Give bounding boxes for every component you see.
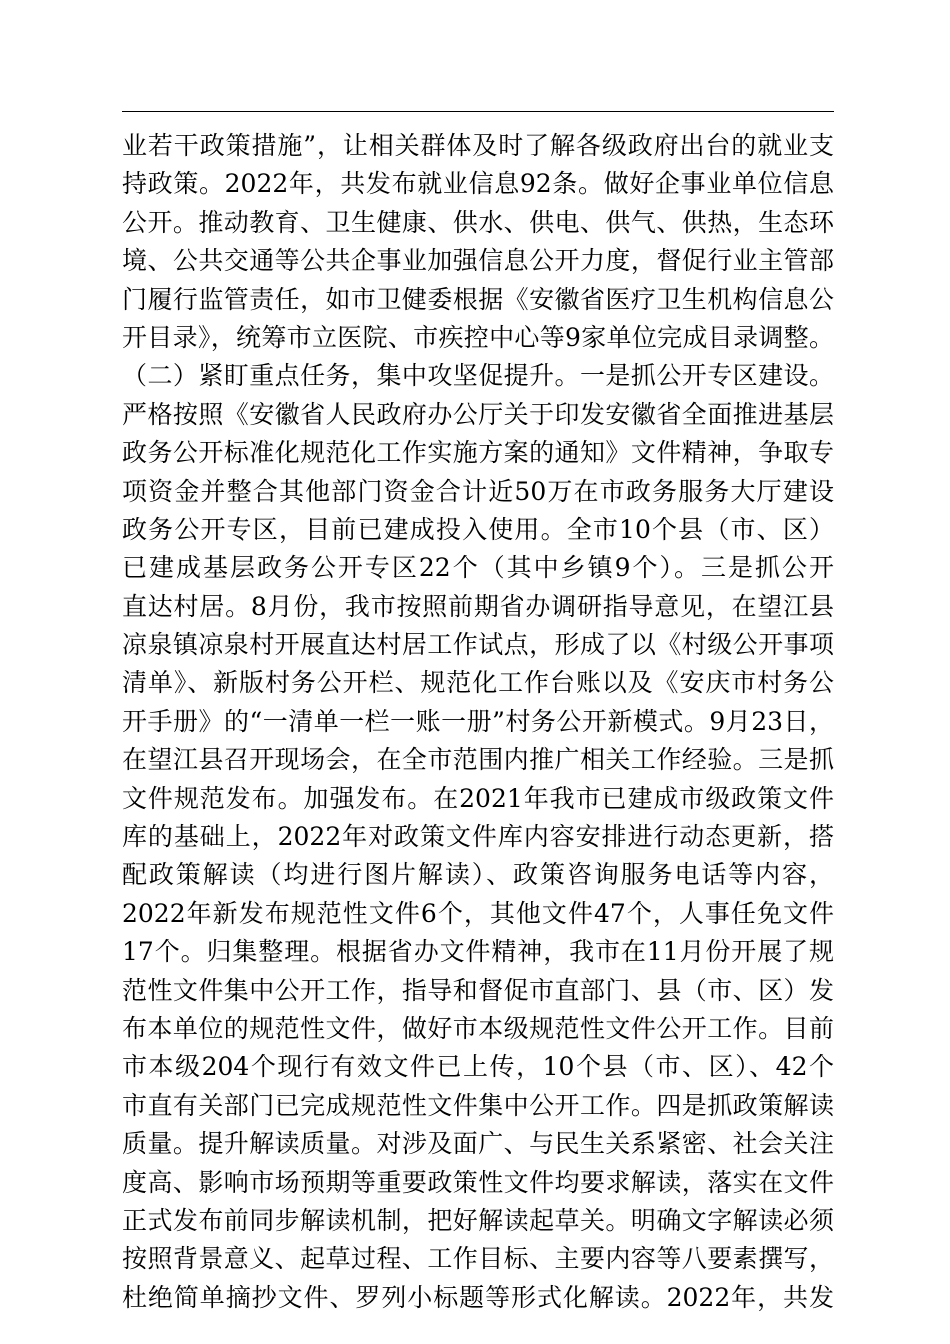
text-line: 开目录》，统筹市立医院、市疾控中心等9家单位完成目录调整。 [122, 322, 834, 352]
text-line: 门履行监管责任，如市卫健委根据《安徽省医疗卫生机构信息公 [122, 284, 834, 314]
text-line: 政务公开标准化规范化工作实施方案的通知》文件精神，争取专 [122, 438, 834, 468]
text-line: 文件规范发布。加强发布。在2021年我市已建成市级政策文件 [122, 783, 834, 813]
text-line: 17个。归集整理。根据省办文件精神，我市在11月份开展了规 [122, 937, 834, 967]
text-line: 凉泉镇凉泉村开展直达村居工作试点，形成了以《村级公开事项 [122, 630, 834, 660]
text-line: 境、公共交通等公共企事业加强信息公开力度，督促行业主管部 [122, 246, 834, 276]
text-line: 按照背景意义、起草过程、工作目标、主要内容等八要素撰写， [122, 1244, 834, 1274]
text-line: 政务公开专区，目前已建成投入使用。全市10个县（市、区） [122, 514, 834, 544]
text-line: 度高、影响市场预期等重要政策性文件均要求解读，落实在文件 [122, 1167, 834, 1197]
text-line: 项资金并整合其他部门资金合计近50万在市政务服务大厅建设 [122, 476, 834, 506]
text-line: 直达村居。8月份，我市按照前期省办调研指导意见，在望江县 [122, 591, 834, 621]
text-line: 已建成基层政务公开专区22个（其中乡镇9个）。三是抓公开 [122, 553, 834, 583]
text-line: 持政策。2022年，共发布就业信息92条。做好企事业单位信息 [122, 169, 834, 199]
text-line: 业若干政策措施”，让相关群体及时了解各级政府出台的就业支 [122, 131, 834, 160]
text-line: 布本单位的规范性文件，做好市本级规范性文件公开工作。目前 [122, 1013, 834, 1043]
header-rule [122, 111, 834, 112]
text-line: （二）紧盯重点任务，集中攻坚促提升。一是抓公开专区建设。 [122, 361, 834, 391]
text-line: 市直有关部门已完成规范性文件集中公开工作。四是抓政策解读 [122, 1090, 834, 1120]
text-line: 库的基础上，2022年对政策文件库内容安排进行动态更新，搭 [122, 822, 834, 852]
text-line: 质量。提升解读质量。对涉及面广、与民生关系紧密、社会关注 [122, 1129, 834, 1159]
text-line: 严格按照《安徽省人民政府办公厅关于印发安徽省全面推进基层 [122, 399, 834, 429]
text-line: 公开。推动教育、卫生健康、供水、供电、供气、供热，生态环 [122, 207, 834, 237]
body-text [122, 127, 834, 1317]
text-line: 在望江县召开现场会，在全市范围内推广相关工作经验。三是抓 [122, 745, 834, 775]
text-line: 开手册》的“一清单一栏一账一册”村务公开新模式。9月23日， [122, 706, 834, 736]
text-line: 正式发布前同步解读机制，把好解读起草关。明确文字解读必须 [122, 1205, 834, 1235]
text-line: 市本级204个现行有效文件已上传，10个县（市、区）、42个 [122, 1052, 834, 1082]
text-line: 杜绝简单摘抄文件、罗列小标题等形式化解读。2022年，共发 [122, 1282, 834, 1312]
text-line: 2022年新发布规范性文件6个，其他文件47个，人事任免文件 [122, 898, 834, 928]
text-line: 配政策解读（均进行图片解读）、政策咨询服务电话等内容， [122, 860, 834, 890]
text-line: 范性文件集中公开工作，指导和督促市直部门、县（市、区）发 [122, 975, 834, 1005]
text-line: 清单》、新版村务公开栏、规范化工作台账以及《安庆市村务公 [122, 668, 834, 698]
